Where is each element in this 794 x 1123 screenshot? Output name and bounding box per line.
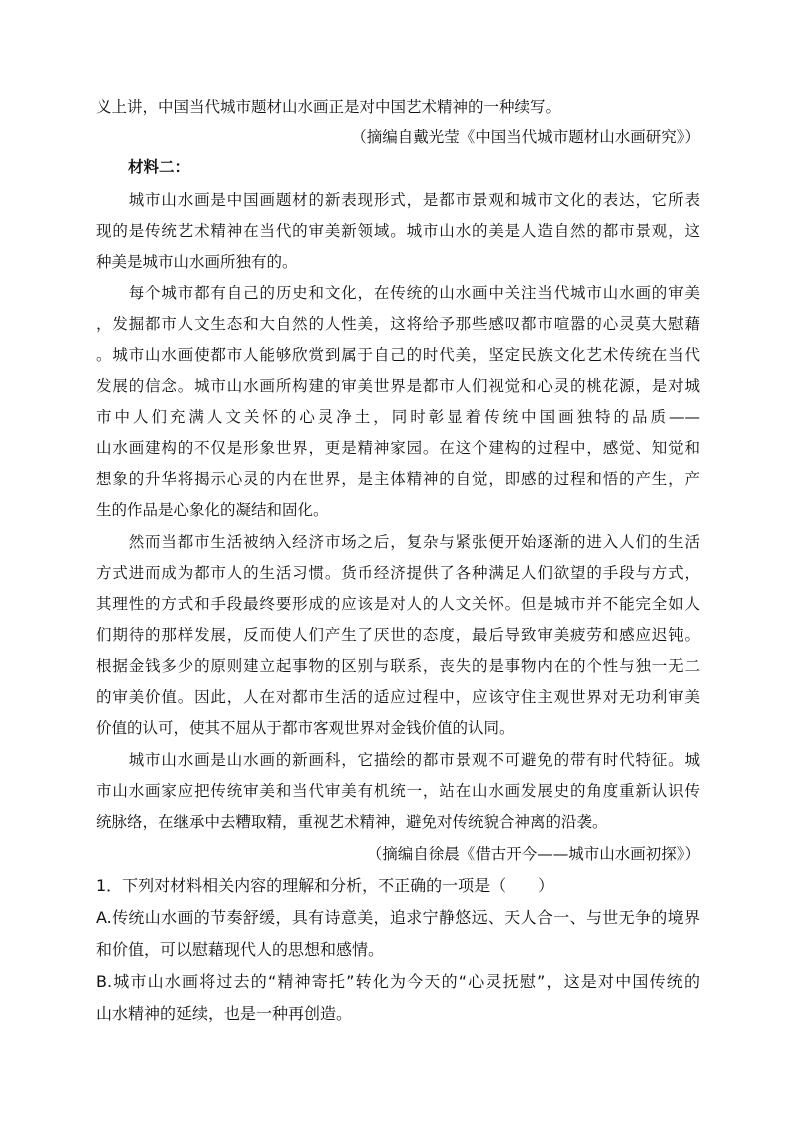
paragraph-1-line-3: 种美是城市山水画所独有的。 <box>96 253 298 271</box>
option-a-line-2: 和价值，可以慰藉现代人的思想和感情。 <box>96 940 385 959</box>
paragraph-2-line-3: 。城市山水画使都市人能够欣赏到属于自己的时代美，坚定民族文化艺术传统在当代 <box>96 346 700 364</box>
option-b-line-1: B.城市山水画将过去的“精神寄托”转化为今天的“心灵抚慰”，这是对中国传统的 <box>96 972 700 991</box>
paragraph-3-line-5: 根据金钱多少的原则建立起事物的区别与联系，丧失的是事物内在的个性与独一无二 <box>96 657 700 675</box>
paragraph-1-line-1: 城市山水画是中国画题材的新表现形式，是都市景观和城市文化的表达，它所表 <box>96 191 700 209</box>
option-b-line-2: 山水精神的延续，也是一种再创造。 <box>96 1004 353 1023</box>
source-citation-1: （摘编自戴光莹《中国当代城市题材山水画研究》） <box>351 128 700 146</box>
section-heading-material-2: 材料二： <box>128 157 191 176</box>
paragraph-3-line-7: 价值的认可，使其不屈从于都市客观世界对金钱价值的认同。 <box>96 719 515 737</box>
paragraph-3-line-1: 然而当都市生活被纳入经济市场之后，复杂与紧张便开始逐渐的进入人们的生活 <box>96 533 700 551</box>
paragraph-2-line-4: 发展的信念。城市山水画所构建的审美世界是都市人们视觉和心灵的桃花源，是对城 <box>96 377 700 395</box>
question-1-stem: 1．下列对材料相关内容的理解和分析，不正确的一项是（ ） <box>96 876 555 895</box>
source-citation-2: （摘编自徐晨《借古开今——城市山水画初探》） <box>366 845 700 863</box>
paragraph-2-line-8: 生的作品是心象化的凝结和固化。 <box>96 501 329 519</box>
paragraph-3-line-3: 其理性的方式和手段最终要形成的应该是对人的人文关怀。但是城市并不能完全如人 <box>96 595 700 613</box>
paragraph-4-line-1: 城市山水画是山水画的新画科，它描绘的都市景观不可避免的带有时代特征。城 <box>96 751 700 769</box>
paragraph-3-line-4: 们期待的那样发展，反而使人们产生了厌世的态度，最后导致审美疲劳和感应迟钝。 <box>96 626 700 644</box>
paragraph-4-line-3: 统脉络，在继承中去糟取精，重视艺术精神，避免对传统貌合神离的沿袭。 <box>96 813 608 831</box>
paragraph-4-line-2: 市山水画家应把传统审美和当代审美有机统一，站在山水画发展史的角度重新认识传 <box>96 782 700 800</box>
paragraph-2-line-2: ，发掘都市人文生态和大自然的人性美，这将给予那些感叹都市喧嚣的心灵莫大慰藉 <box>96 315 700 333</box>
paragraph-2-line-6: 山水画建构的不仅是形象世界，更是精神家园。在这个建构的过程中，感觉、知觉和 <box>96 439 700 457</box>
option-a-line-1: A.传统山水画的节奏舒缓，具有诗意美，追求宁静悠远、天人合一、与世无争的境界 <box>96 908 700 927</box>
paragraph-2-line-7: 想象的升华将揭示心灵的内在世界，是主体精神的自觉，即感的过程和悟的产生，产 <box>96 470 700 488</box>
paragraph-3-line-6: 的审美价值。因此，人在对都市生活的适应过程中，应该守住主观世界对无功利审美 <box>96 688 700 706</box>
paragraph-2-line-5: 市中人们充满人文关怀的心灵净土，同时彰显着传统中国画独特的品质—— <box>96 408 700 426</box>
text-line-continuation: 义上讲，中国当代城市题材山水画正是对中国艺术精神的一种续写。 <box>96 98 562 116</box>
paragraph-2-line-1: 每个城市都有自己的历史和文化，在传统的山水画中关注当代城市山水画的审美 <box>96 284 700 302</box>
paragraph-3-line-2: 方式进而成为都市人的生活习惯。货币经济提供了各种满足人们欲望的手段与方式， <box>96 564 700 582</box>
paragraph-1-line-2: 现的是传统艺术精神在当代的审美新领域。城市山水的美是人造自然的都市景观，这 <box>96 222 700 240</box>
